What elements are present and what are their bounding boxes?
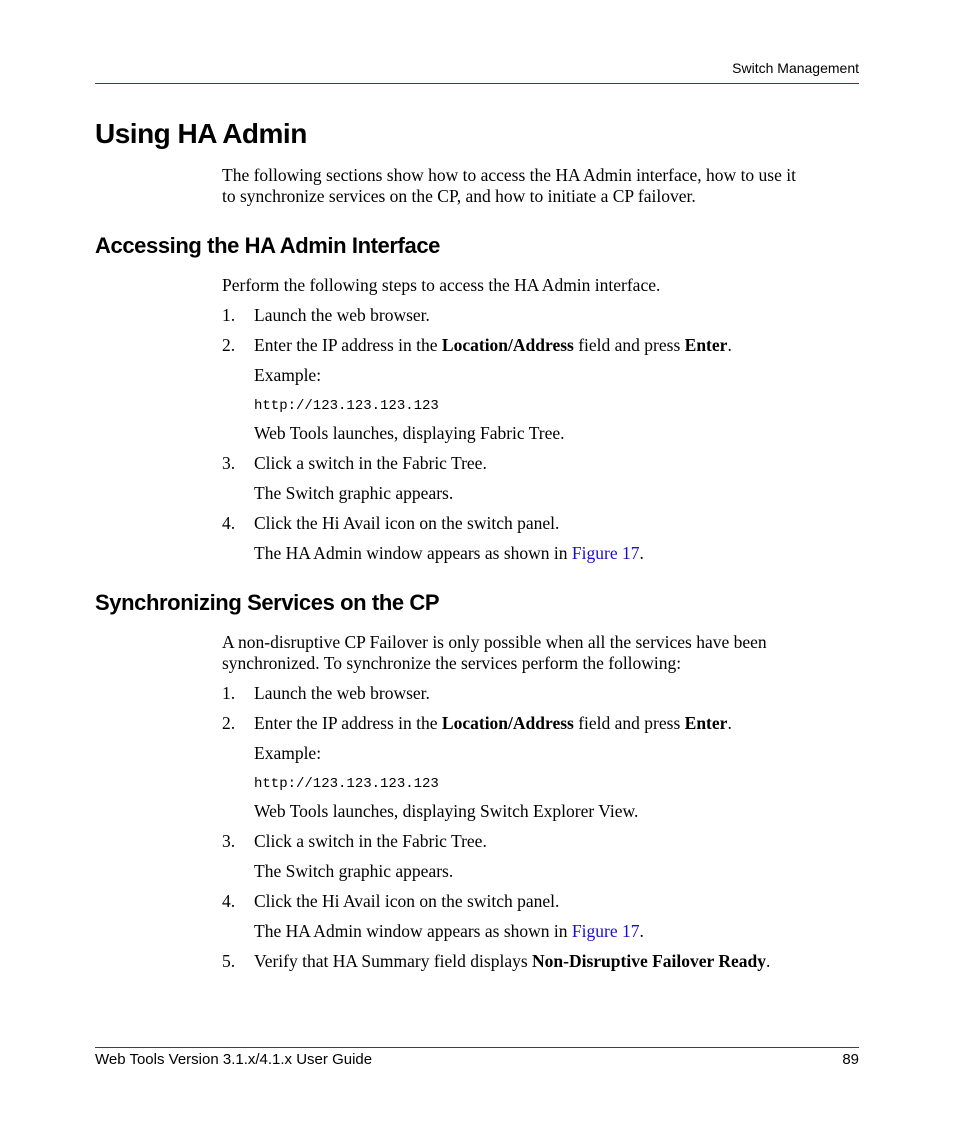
- step-text-part: .: [639, 543, 644, 563]
- example-label: Example:: [254, 365, 322, 385]
- step-text-part: .: [639, 921, 644, 941]
- step-result: The Switch graphic appears.: [254, 861, 454, 881]
- step-number: 2.: [222, 713, 236, 733]
- step-text: Launch the web browser.: [254, 683, 430, 703]
- step-text: [254, 713, 732, 734]
- page-number: 89: [842, 1051, 859, 1068]
- step-number: 4.: [222, 891, 236, 911]
- key-name: Enter: [684, 335, 728, 355]
- figure-link[interactable]: Figure 17: [571, 921, 640, 941]
- step-result: The Switch graphic appears.: [254, 483, 454, 503]
- step-text-part: field and press: [573, 713, 685, 733]
- step-number: 5.: [222, 951, 236, 971]
- step-text-part: Verify that HA Summary field displays: [254, 951, 533, 971]
- accessing-intro: Perform the following steps to access the HA Admin interface.: [222, 275, 661, 295]
- field-name: Location/Address: [441, 713, 574, 733]
- step-number: 1.: [222, 683, 236, 703]
- step-number: 1.: [222, 305, 236, 325]
- example-code: http://123.123.123.123: [254, 398, 439, 414]
- page-title: Using HA Admin: [95, 118, 307, 149]
- step-text: Launch the web browser.: [254, 305, 430, 325]
- step-result: [254, 921, 644, 942]
- step-number: 3.: [222, 831, 236, 851]
- step-text-part: Enter the IP address in the: [254, 713, 442, 733]
- footer-guide-title: Web Tools Version 3.1.x/4.1.x User Guide: [95, 1051, 373, 1068]
- step-number: 4.: [222, 513, 236, 533]
- header-rule: [95, 83, 859, 84]
- step-text: Click a switch in the Fabric Tree.: [254, 831, 487, 851]
- step-text: [254, 951, 770, 972]
- step-text-part: Enter the IP address in the: [254, 335, 442, 355]
- running-header: Switch Management: [732, 60, 859, 76]
- step-text-part: The HA Admin window appears as shown in: [254, 543, 572, 563]
- step-result: Web Tools launches, displaying Switch Explorer View.: [254, 801, 639, 821]
- step-text-part: field and press: [573, 335, 685, 355]
- intro-line-2: to synchronize services on the CP, and how to initiate a CP failover.: [222, 186, 696, 206]
- section-heading-synchronizing: Synchronizing Services on the CP: [95, 590, 440, 615]
- example-label: Example:: [254, 743, 322, 763]
- step-number: 2.: [222, 335, 236, 355]
- key-name: Enter: [684, 713, 728, 733]
- step-result: Web Tools launches, displaying Fabric Tree.: [254, 423, 565, 443]
- intro-line-1: The following sections show how to access the HA Admin interface, how to use it: [222, 165, 796, 185]
- sync-intro-line-2: synchronized. To synchronize the services perform the following:: [222, 653, 682, 673]
- step-text: [254, 335, 732, 356]
- step-text-part: .: [766, 951, 771, 971]
- section-heading-accessing: Accessing the HA Admin Interface: [95, 233, 440, 258]
- step-text-part: The HA Admin window appears as shown in: [254, 921, 572, 941]
- status-text: Non-Disruptive Failover Ready: [532, 951, 766, 971]
- field-name: Location/Address: [441, 335, 574, 355]
- step-text: Click the Hi Avail icon on the switch panel.: [254, 891, 560, 911]
- step-text-part: .: [727, 713, 732, 733]
- step-text: Click the Hi Avail icon on the switch panel.: [254, 513, 560, 533]
- example-code: http://123.123.123.123: [254, 776, 439, 792]
- sync-intro-line-1: A non-disruptive CP Failover is only possible when all the services have been: [222, 632, 767, 652]
- step-number: 3.: [222, 453, 236, 473]
- footer-rule: [95, 1047, 859, 1048]
- figure-link[interactable]: Figure 17: [571, 543, 640, 563]
- step-text-part: .: [727, 335, 732, 355]
- step-result: [254, 543, 644, 564]
- step-text: Click a switch in the Fabric Tree.: [254, 453, 487, 473]
